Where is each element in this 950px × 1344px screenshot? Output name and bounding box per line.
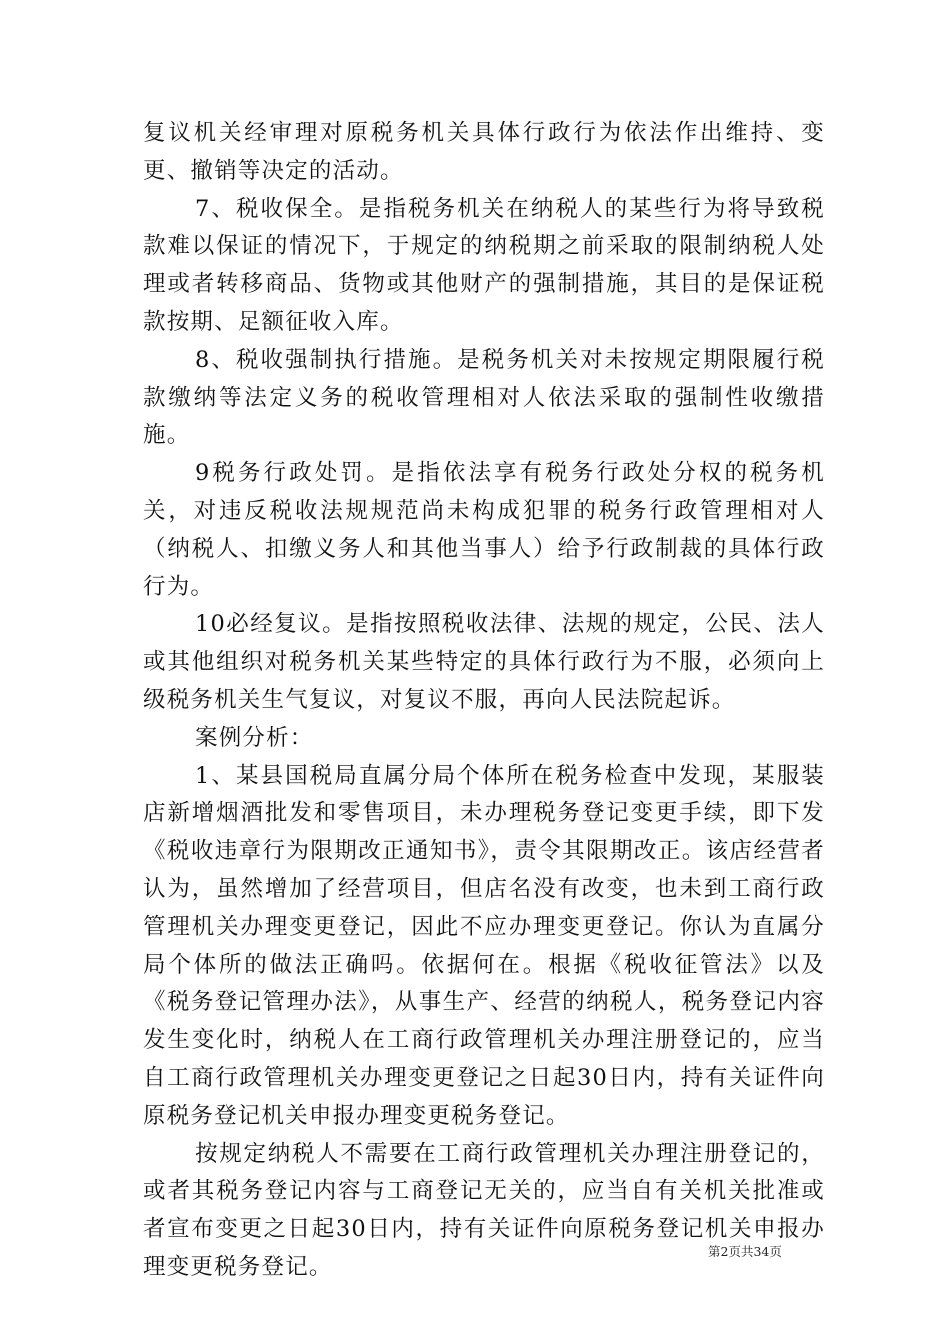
paragraph-enforcement-measures: 8、税收强制执行措施。是税务机关对未按规定期限履行税款缴纳等法定义务的税收管理相对人依法采取的强制性收缴措施。 [143, 346, 825, 449]
document-body [143, 115, 825, 1287]
paragraph-mandatory-review: 10必经复议。是指按照税收法律、法规的规定，公民、法人或其他组织对税务机关某些特定的具体行政行为不服，必须向上级税务机关生气复议，对复议不服，再向人民法院起诉。 [143, 611, 825, 713]
case-analysis-heading: 案例分析： [195, 724, 314, 751]
paragraph-tax-preservation: 7、税收保全。是指税务机关在纳税人的某些行为将导致税款难以保证的情况下，于规定的纳税期之前采取的限制纳税人处理或者转移商品、货物或其他财产的强制措施，其目的是保证税款按期、足额征收入库。 [143, 195, 825, 335]
paragraph-review-continuation: 复议机关经审理对原税务机关具体行政行为依法作出维持、变更、撤销等决定的活动。 [143, 120, 825, 184]
paragraph-case-one: 1、某县国税局直属分局个体所在税务检查中发现，某服装店新增烟酒批发和零售项目，未办理税务登记变更手续，即下发《税收违章行为限期改正通知书》，责令其限期改正。该店经营者认为，虽然增加了经营项目，但店名没有改变，也未到工商行政管理机关办理变更登记，因此不应办理变更登记。你认为直属分局个体所的做法正确吗。依据何在。根据《税收征管法》以及《税务登记管理办法》，从事生产、经营的纳税人，税务登记内容发生变化时，纳税人在工商行政管理机关办理注册登记的，应当自工商行政管理机关办理变更登记之日起30日内，持有关证件向原税务登记机关申报办理变更税务登记。 [143, 762, 825, 1129]
paragraph-administrative-penalty: 9税务行政处罚。是指依法享有税务行政处分权的税务机关，对违反税收法规规范尚未构成犯罪的税务行政管理相对人（纳税人、扣缴义务人和其他当事人）给予行政制裁的具体行政行为。 [143, 460, 825, 600]
page-number-footer: 第2页共34页 [708, 1244, 782, 1259]
paragraph-registration-rule: 按规定纳税人不需要在工商行政管理机关办理注册登记的，或者其税务登记内容与工商登记无关的，应当自有关机关批准或者宣布变更之日起30日内，持有关证件向原税务登记机关申报办理变更税务登记。 [143, 1140, 825, 1280]
